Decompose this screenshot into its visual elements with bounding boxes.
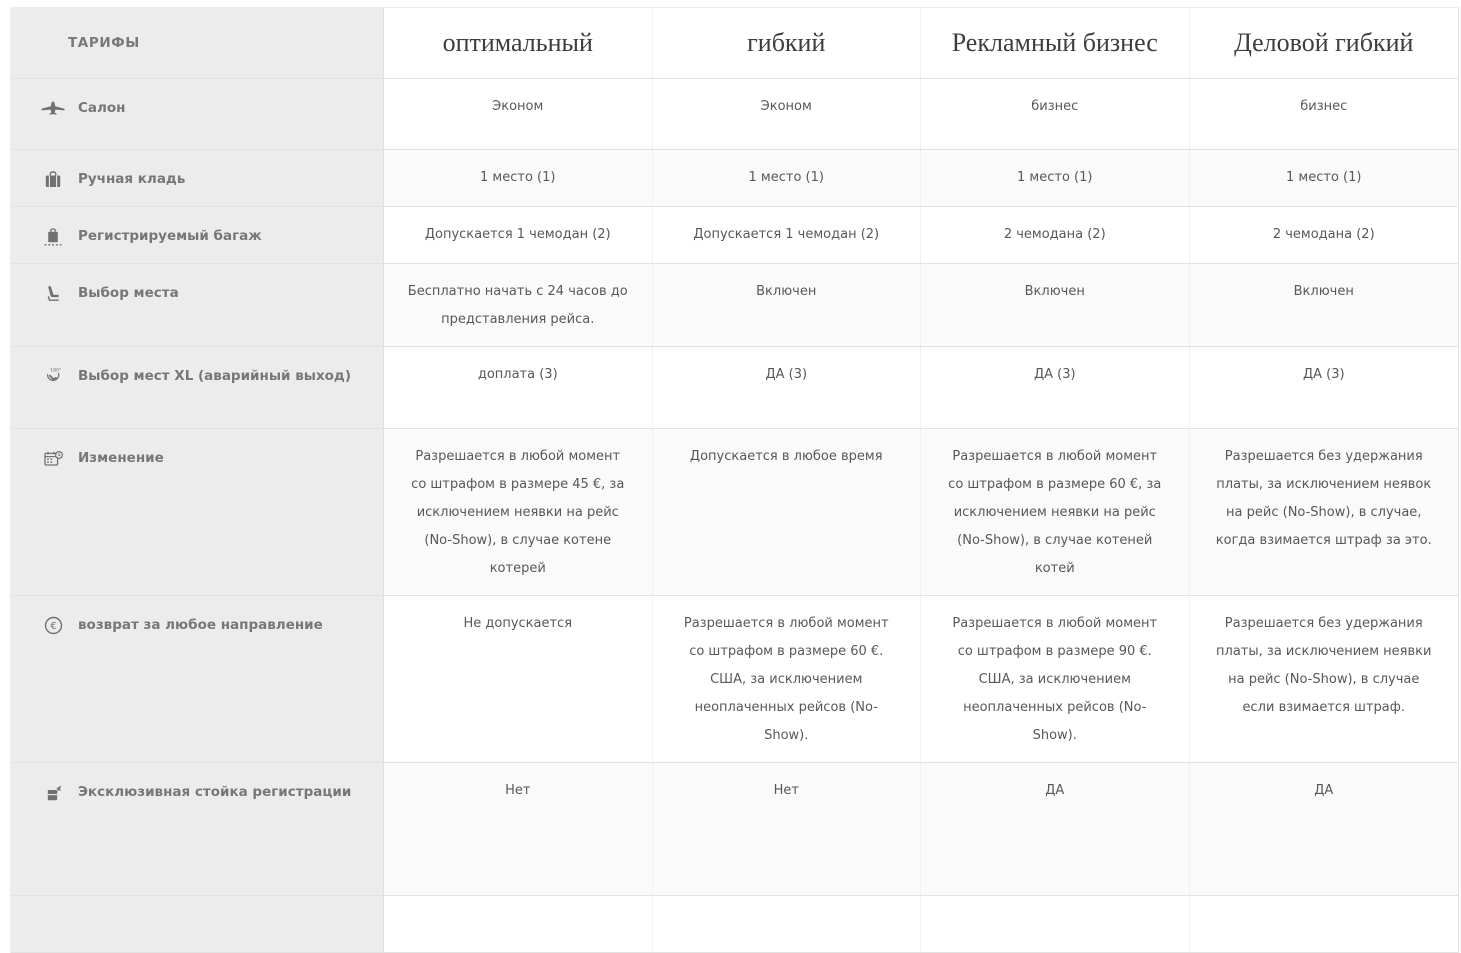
fare-value-cell: 1 место (1) [1190, 150, 1459, 206]
tariffs-header-cell [11, 8, 384, 78]
table-row [11, 79, 1458, 150]
checkin-desk-icon [41, 779, 65, 805]
fare-value-cell: Допускается в любое время [653, 429, 922, 595]
calendar-clock-icon [41, 445, 65, 471]
euro-circle-icon [41, 612, 65, 638]
table-row [11, 763, 1458, 896]
fare-value-cell: ДА (3) [1190, 347, 1459, 428]
fare-value-cell: ДА (3) [921, 347, 1190, 428]
tariff-column-flexible: гибкий [653, 8, 922, 78]
tariff-column-business-flexible: Деловой гибкий [1190, 8, 1459, 78]
fare-value-cell: 1 место (1) [653, 150, 922, 206]
fare-value-cell: доплата (3) [384, 347, 653, 428]
fare-value-cell: Допускается 1 чемодан (2) [384, 207, 653, 263]
fare-value-cell: 1 место (1) [384, 150, 653, 206]
checked-baggage-icon [41, 223, 65, 249]
table-row [11, 150, 1458, 207]
fare-value-cell: Включен [653, 264, 922, 346]
feature-label-cell [11, 79, 384, 149]
feature-label: Регистрируемый багаж [78, 228, 262, 244]
tariffs-label: ТАРИФЫ [68, 35, 140, 51]
fare-value-cell: Допускается 1 чемодан (2) [653, 207, 922, 263]
feature-label: Выбор мест XL (аварийный выход) [78, 368, 352, 384]
fare-value-cell: бизнес [1190, 79, 1459, 149]
feature-label-cell [11, 264, 384, 346]
fare-value-cell: Эконом [384, 79, 653, 149]
fare-value-cell: ДА [921, 763, 1190, 895]
table-row [11, 347, 1458, 429]
fare-value-cell: Разрешается в любой момент со штрафом в размере 60 €, за исключением неявки на рейс (No-Show), в случае котеней котей [921, 429, 1190, 595]
fare-value-cell: Нет [384, 763, 653, 895]
table-header-row [11, 8, 1458, 79]
feature-label-cell [11, 429, 384, 595]
table-row [11, 207, 1458, 264]
fare-value-cell: 2 чемодана (2) [1190, 207, 1459, 263]
feature-label: возврат за любое направление [78, 617, 323, 633]
feature-label: Салон [78, 100, 126, 116]
fare-value-cell: Разрешается без удержания платы, за исключением неявки на рейс (No-Show), в случае если взимается штраф. [1190, 596, 1459, 762]
tariff-column-promo-business: Рекламный бизнес [921, 8, 1190, 78]
fare-value-cell: 2 чемодана (2) [921, 207, 1190, 263]
fare-value-cell: бизнес [921, 79, 1190, 149]
fare-value-cell: Не допускается [384, 596, 653, 762]
hand-luggage-icon [41, 166, 65, 192]
fare-comparison-table [10, 7, 1459, 953]
fare-value-cell: Нет [653, 763, 922, 895]
table-row-cutoff [11, 896, 1458, 953]
fare-value-cell: Разрешается без удержания платы, за исключением неявок на рейс (No-Show), в случае, когда взимается штраф за это. [1190, 429, 1459, 595]
feature-label-cell [11, 596, 384, 762]
seat-xl-icon [41, 363, 65, 389]
svg-text:180°: 180° [49, 368, 61, 374]
table-row [11, 596, 1458, 763]
fare-value-cell: 1 место (1) [921, 150, 1190, 206]
fare-value-cell: Включен [1190, 264, 1459, 346]
feature-label-cell [11, 763, 384, 895]
fare-value-cell: Разрешается в любой момент со штрафом в размере 45 €, за исключением неявки на рейс (No-Show), в случае котене котерей [384, 429, 653, 595]
fare-value-cell: Разрешается в любой момент со штрафом в размере 90 €. США, за исключением неоплаченных рейсов (No-Show). [921, 596, 1190, 762]
cutoff-label-cell [11, 896, 384, 952]
seat-icon [41, 280, 65, 306]
fare-value-cell: Бесплатно начать с 24 часов до представления рейса. [384, 264, 653, 346]
fare-value-cell: Разрешается в любой момент со штрафом в размере 60 €. США, за исключением неоплаченных рейсов (No-Show). [653, 596, 922, 762]
feature-label: Ручная кладь [78, 171, 186, 187]
feature-label-cell [11, 207, 384, 263]
fare-value-cell: ДА (3) [653, 347, 922, 428]
fare-value-cell: Включен [921, 264, 1190, 346]
fare-value-cell: Эконом [653, 79, 922, 149]
table-row [11, 429, 1458, 596]
feature-label: Эксклюзивная стойка регистрации [78, 784, 352, 800]
table-row [11, 264, 1458, 347]
fare-value-cell: ДА [1190, 763, 1459, 895]
feature-label-cell [11, 150, 384, 206]
feature-label: Выбор места [78, 285, 179, 301]
feature-label-cell [11, 347, 384, 428]
feature-label: Изменение [78, 450, 164, 466]
svg-text:€: € [49, 620, 57, 632]
plane-icon [41, 95, 65, 121]
tariff-column-optimal: оптимальный [384, 8, 653, 78]
